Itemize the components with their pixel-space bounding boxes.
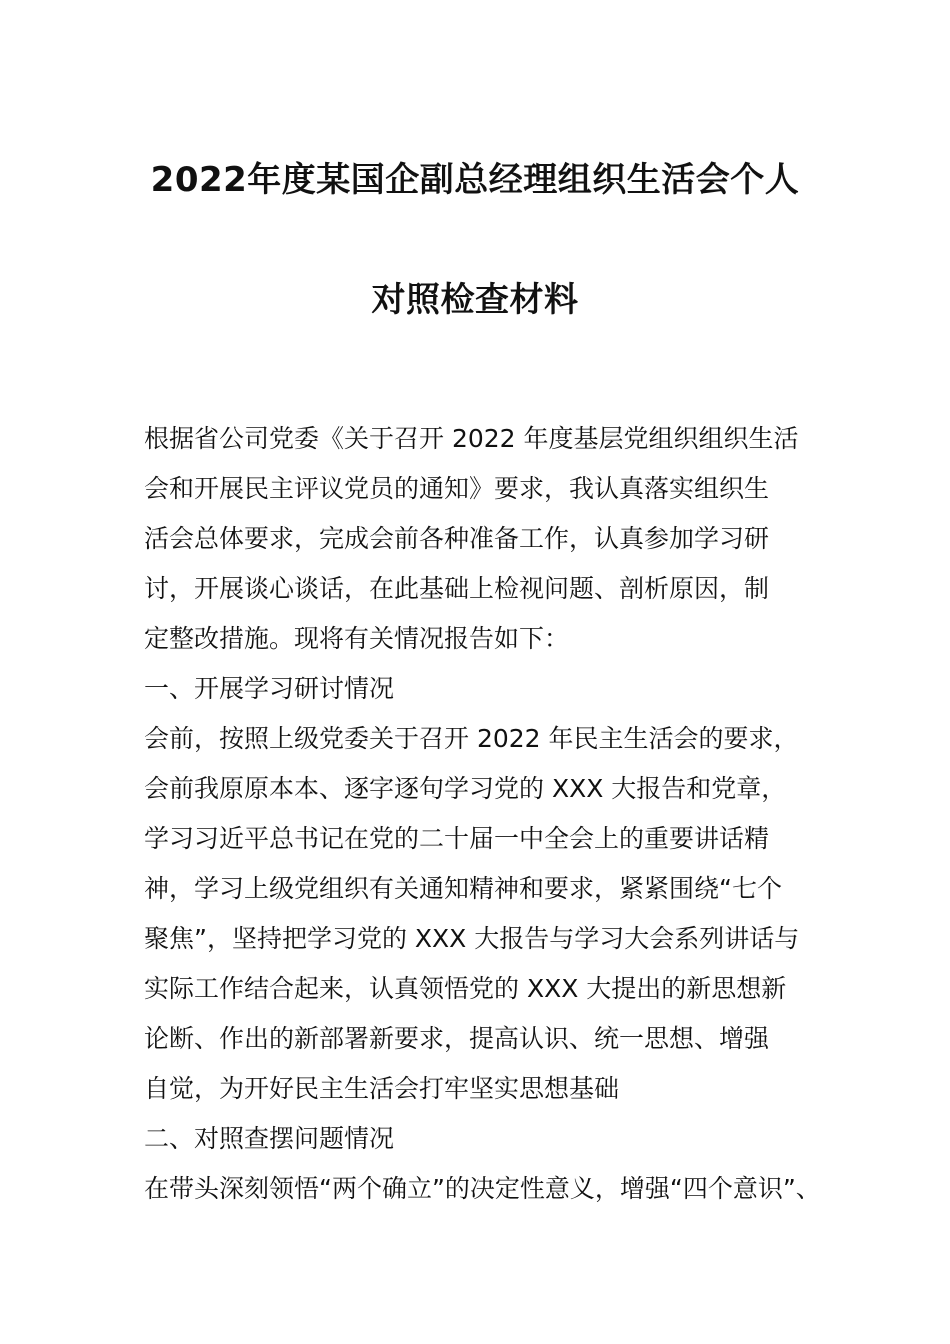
document-title-line-1: 2022年度某国企副总经理组织生活会个人 <box>150 160 800 200</box>
body-line-11: 聚焦”，坚持把学习党的 XXX 大报告与学习大会系列讲话与 <box>144 924 800 953</box>
document-title-line-2: 对照检查材料 <box>371 280 579 320</box>
body-line-2: 会和开展民主评议党员的通知》要求，我认真落实组织生 <box>144 474 770 503</box>
body-line-10: 神，学习上级党组织有关通知精神和要求，紧紧围绕“七个 <box>144 874 782 903</box>
body-line-3: 活会总体要求，完成会前各种准备工作，认真参加学习研 <box>144 524 770 553</box>
body-line-16: 在带头深刻领悟“两个确立”的决定性意义，增强“四个意识”、 <box>144 1174 821 1203</box>
body-line-8: 会前我原原本本、逐字逐句学习党的 XXX 大报告和党章， <box>144 774 787 803</box>
body-line-1: 根据省公司党委《关于召开 2022 年度基层党组织组织生活 <box>144 424 799 453</box>
body-line-12: 实际工作结合起来，认真领悟党的 XXX 大提出的新思想新 <box>144 974 787 1003</box>
body-line-5: 定整改措施。现将有关情况报告如下： <box>144 624 570 653</box>
body-line-14: 自觉，为开好民主生活会打牢坚实思想基础 <box>144 1074 620 1103</box>
body-line-7: 会前，按照上级党委关于召开 2022 年民主生活会的要求， <box>144 724 799 753</box>
section-heading-1: 一、开展学习研讨情况 <box>144 674 395 703</box>
section-heading-2: 二、对照查摆问题情况 <box>144 1124 395 1153</box>
body-line-13: 论断、作出的新部署新要求，提高认识、统一思想、增强 <box>144 1024 770 1053</box>
body-line-4: 讨，开展谈心谈话，在此基础上检视问题、剖析原因，制 <box>144 574 770 603</box>
body-line-9: 学习习近平总书记在党的二十届一中全会上的重要讲话精 <box>144 824 770 853</box>
